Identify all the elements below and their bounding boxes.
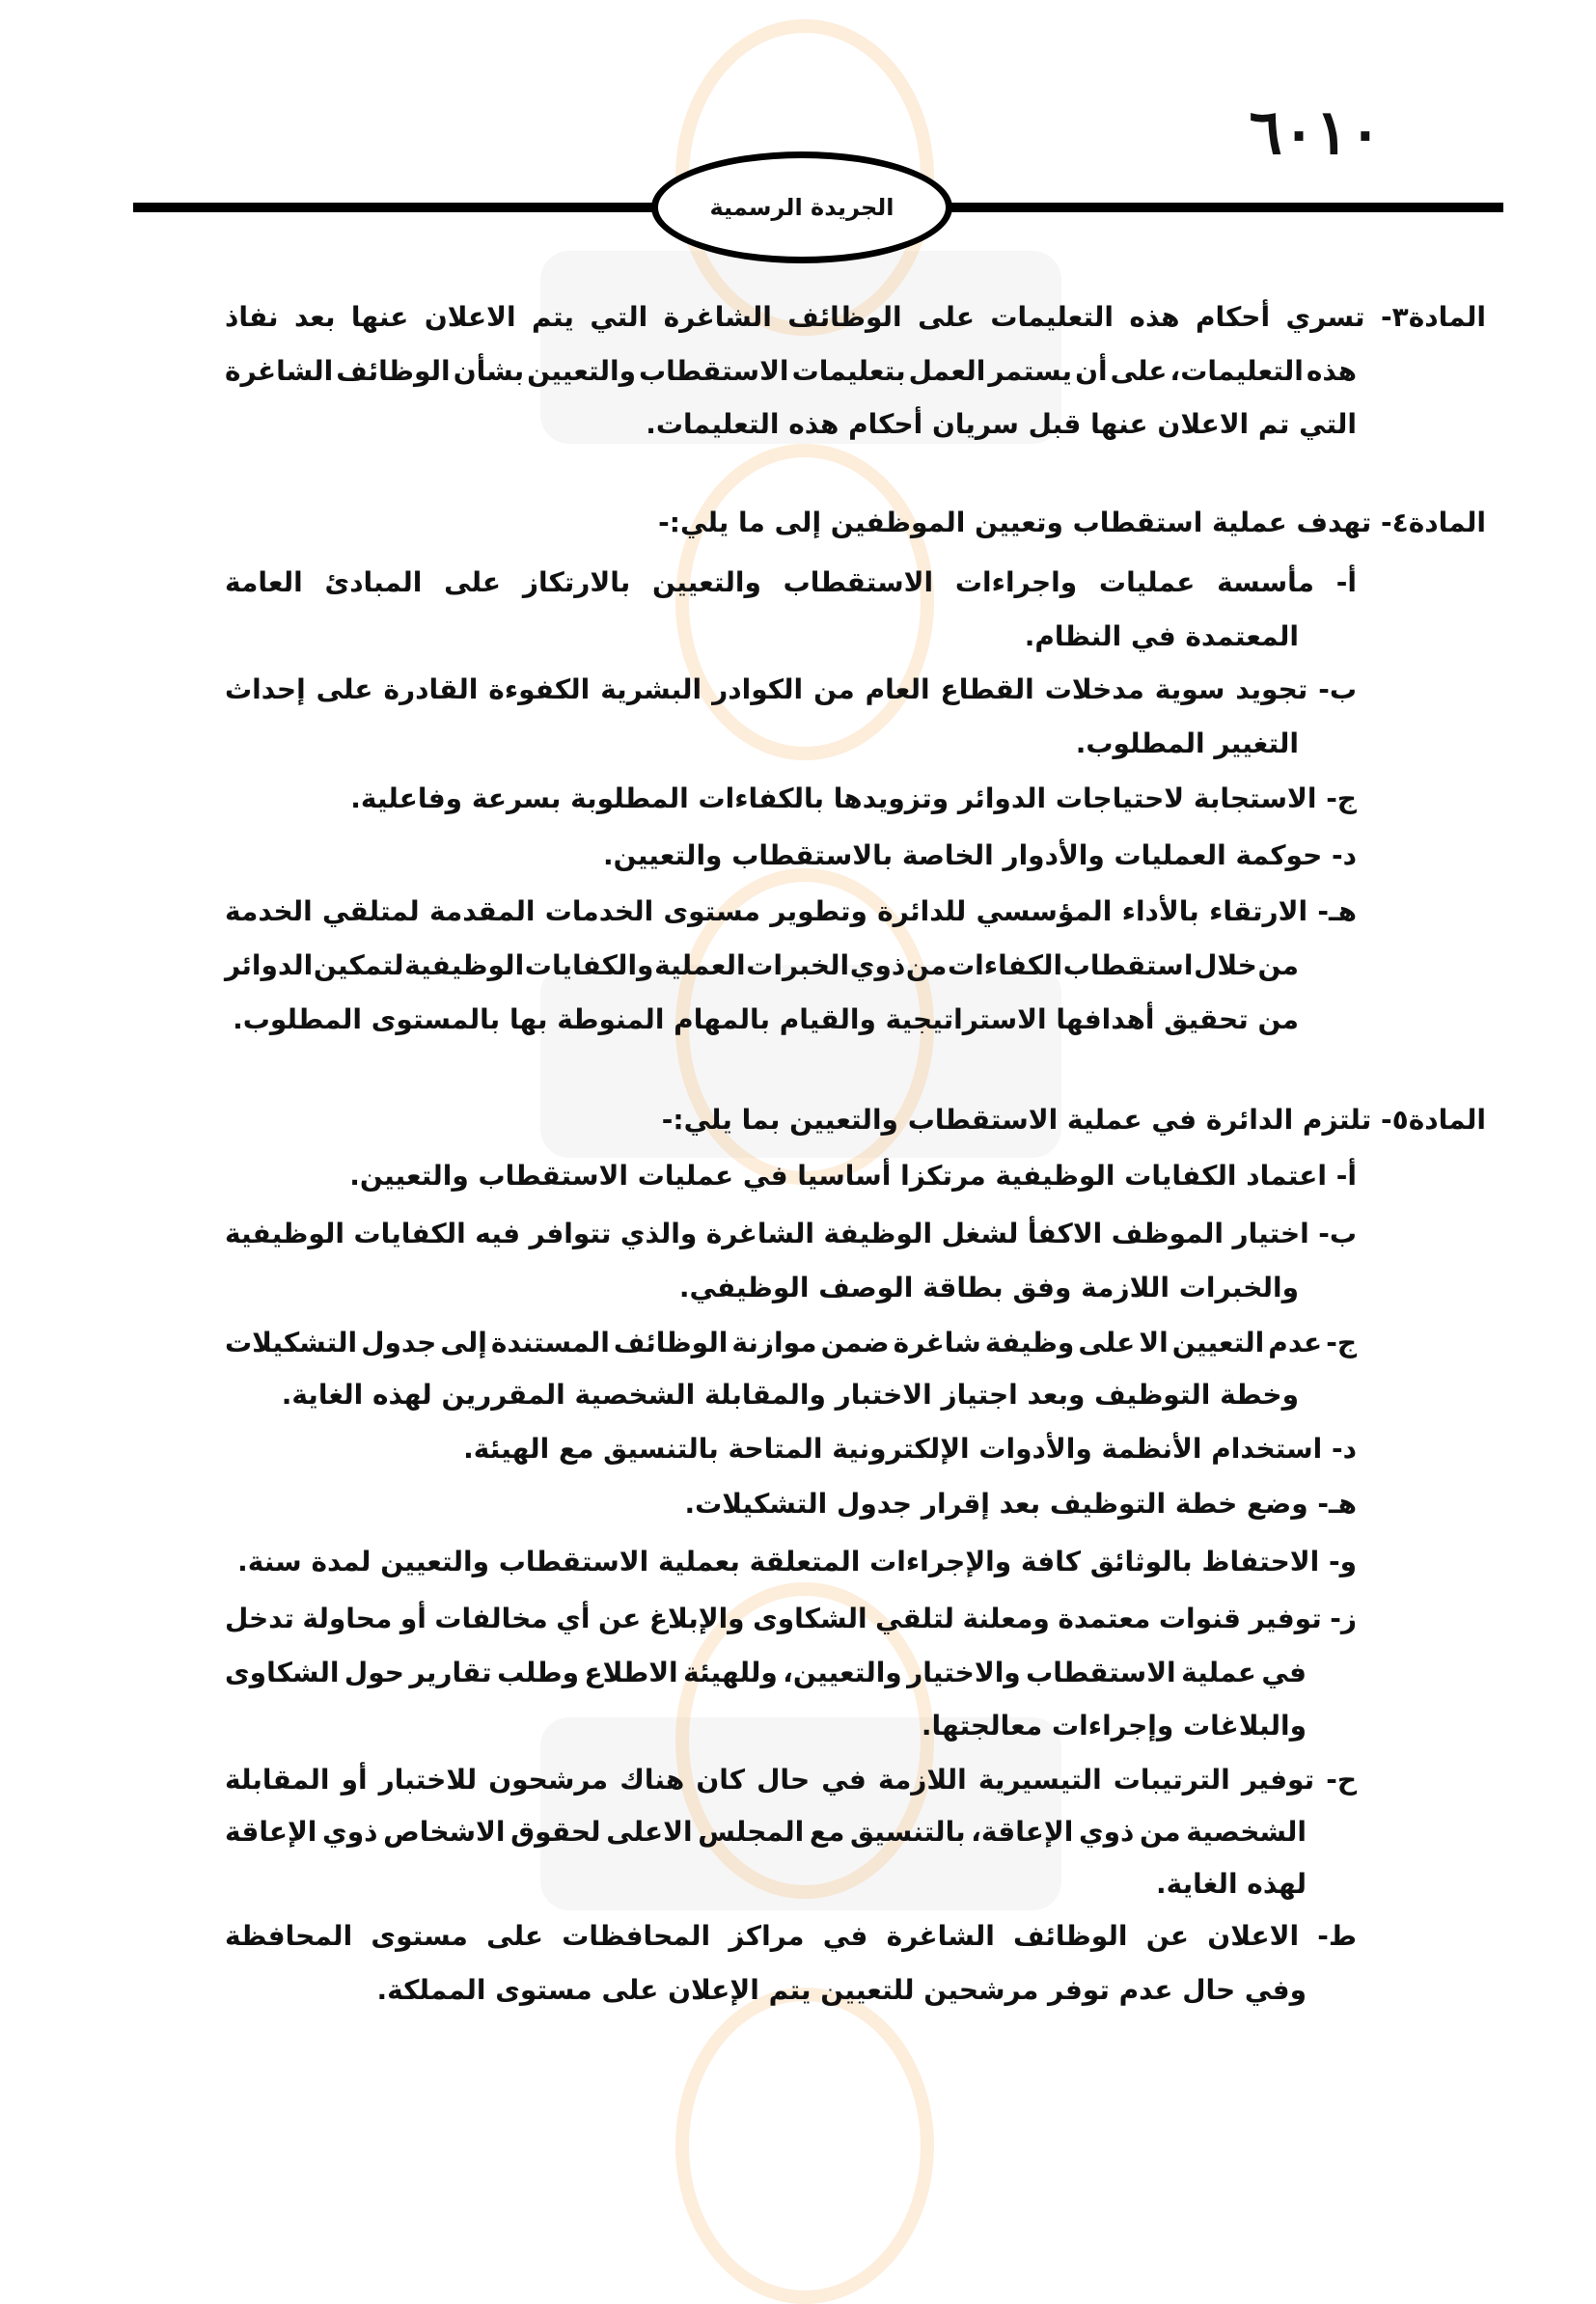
article-text-line: د- استخدام الأنظمة والأدوات الإلكترونية المتاحة بالتنسيق مع الهيئة. xyxy=(463,1433,1357,1465)
article-text-line: ط- الاعلان عن الوظائف الشاغرة في مراكز المحافظات على مستوى المحافظة xyxy=(225,1920,1357,1952)
article-text-line: التي تم الاعلان عنها قبل سريان أحكام هذه التعليمات. xyxy=(646,408,1357,440)
article-text-line: أ- مأسسة عمليات واجراءات الاستقطاب والتعيين بالارتكاز على المبادئ العامة xyxy=(225,566,1357,598)
article-text-line: د- حوكمة العمليات والأدوار الخاصة بالاستقطاب والتعيين. xyxy=(603,839,1357,871)
article-text-line: وفي حال عدم توفر مرشحين للتعيين يتم الإعلان على مستوى المملكة. xyxy=(376,1974,1307,2006)
article-text-line: ج- الاستجابة لاحتياجات الدوائر وتزويدها بالكفاءات المطلوبة بسرعة وفاعلية. xyxy=(350,782,1357,814)
article-heading-line: المادة٥- تلتزم الدائرة في عملية الاستقطاب والتعيين بما يلي:- xyxy=(661,1104,1486,1136)
article-text-line: ح- توفير الترتيبات التيسيرية اللازمة في حال كان هناك مرشحون للاختبار أو المقابلة xyxy=(225,1764,1357,1796)
article-text-line: ج- عدم التعيين الا على وظيفة شاغرة ضمن موازنة الوظائف المستندة إلى جدول التشكيلات xyxy=(225,1327,1357,1358)
article-text-line: و- الاحتفاظ بالوثائق كافة والإجراءات المتعلقة بعملية الاستقطاب والتعيين لمدة سنة. xyxy=(237,1546,1357,1577)
article-text-line: أ- اعتماد الكفايات الوظيفية مرتكزا أساسيا في عمليات الاستقطاب والتعيين. xyxy=(349,1160,1357,1192)
publication-title-badge xyxy=(651,151,952,263)
article-text-line: ز- توفير قنوات معتمدة ومعلنة لتلقي الشكاوى والإبلاغ عن أي مخالفات أو محاولة تدخل xyxy=(225,1603,1357,1634)
article-heading-line: المادة٣- تسري أحكام هذه التعليمات على الوظائف الشاغرة التي يتم الاعلان عنها بعد نفاذ xyxy=(225,301,1486,333)
article-text-line: ب- اختيار الموظف الاكفأ لشغل الوظيفة الشاغرة والذي تتوافر فيه الكفايات الوظيفية xyxy=(225,1218,1357,1249)
article-text-line: في عملية الاستقطاب والاختيار والتعيين، وللهيئة الاطلاع وطلب تقارير حول الشكاوى xyxy=(225,1657,1307,1688)
article-text-line: الشخصية من ذوي الإعاقة، بالتنسيق مع المجلس الاعلى لحقوق الاشخاص ذوي الإعاقة xyxy=(225,1816,1307,1848)
article-text-line: هـ- الارتقاء بالأداء المؤسسي للدائرة وتطوير مستوى الخدمات المقدمة لمتلقي الخدمة xyxy=(225,895,1357,927)
page-number: ٦٠١٠ xyxy=(1249,96,1382,169)
article-text-line: والخبرات اللازمة وفق بطاقة الوصف الوظيفي. xyxy=(678,1272,1299,1303)
article-text-line: المعتمدة في النظام. xyxy=(1024,620,1299,652)
article-text-line: هـ- وضع خطة التوظيف بعد إقرار جدول التشكيلات. xyxy=(684,1488,1357,1520)
article-text-line: وخطة التوظيف وبعد اجتياز الاختبار والمقابلة الشخصية المقررين لهذه الغاية. xyxy=(281,1379,1299,1411)
article-text-line: والبلاغات وإجراءات معالجتها. xyxy=(921,1710,1307,1742)
article-text-line: لهذه الغاية. xyxy=(1155,1868,1307,1900)
article-text-line: من خلال استقطاب الكفاءات من ذوي الخبرات العملية والكفايات الوظيفية لتمكين الدوائر xyxy=(225,949,1299,981)
article-text-line: التغيير المطلوب. xyxy=(1075,727,1299,759)
article-text-line: هذه التعليمات، على أن يستمر العمل بتعليمات الاستقطاب والتعيين بشأن الوظائف الشاغرة xyxy=(225,355,1357,387)
article-text-line: من تحقيق أهدافها الاستراتيجية والقيام بالمهام المنوطة بها بالمستوى المطلوب. xyxy=(233,1003,1299,1035)
article-heading-line: المادة٤- تهدف عملية استقطاب وتعيين الموظفين إلى ما يلي:- xyxy=(658,507,1486,538)
article-text-line: ب- تجويد سوية مدخلات القطاع العام من الكوادر البشرية الكفوءة القادرة على إحداث xyxy=(225,673,1357,705)
publication-title: الجريدة الرسمية xyxy=(709,194,894,221)
